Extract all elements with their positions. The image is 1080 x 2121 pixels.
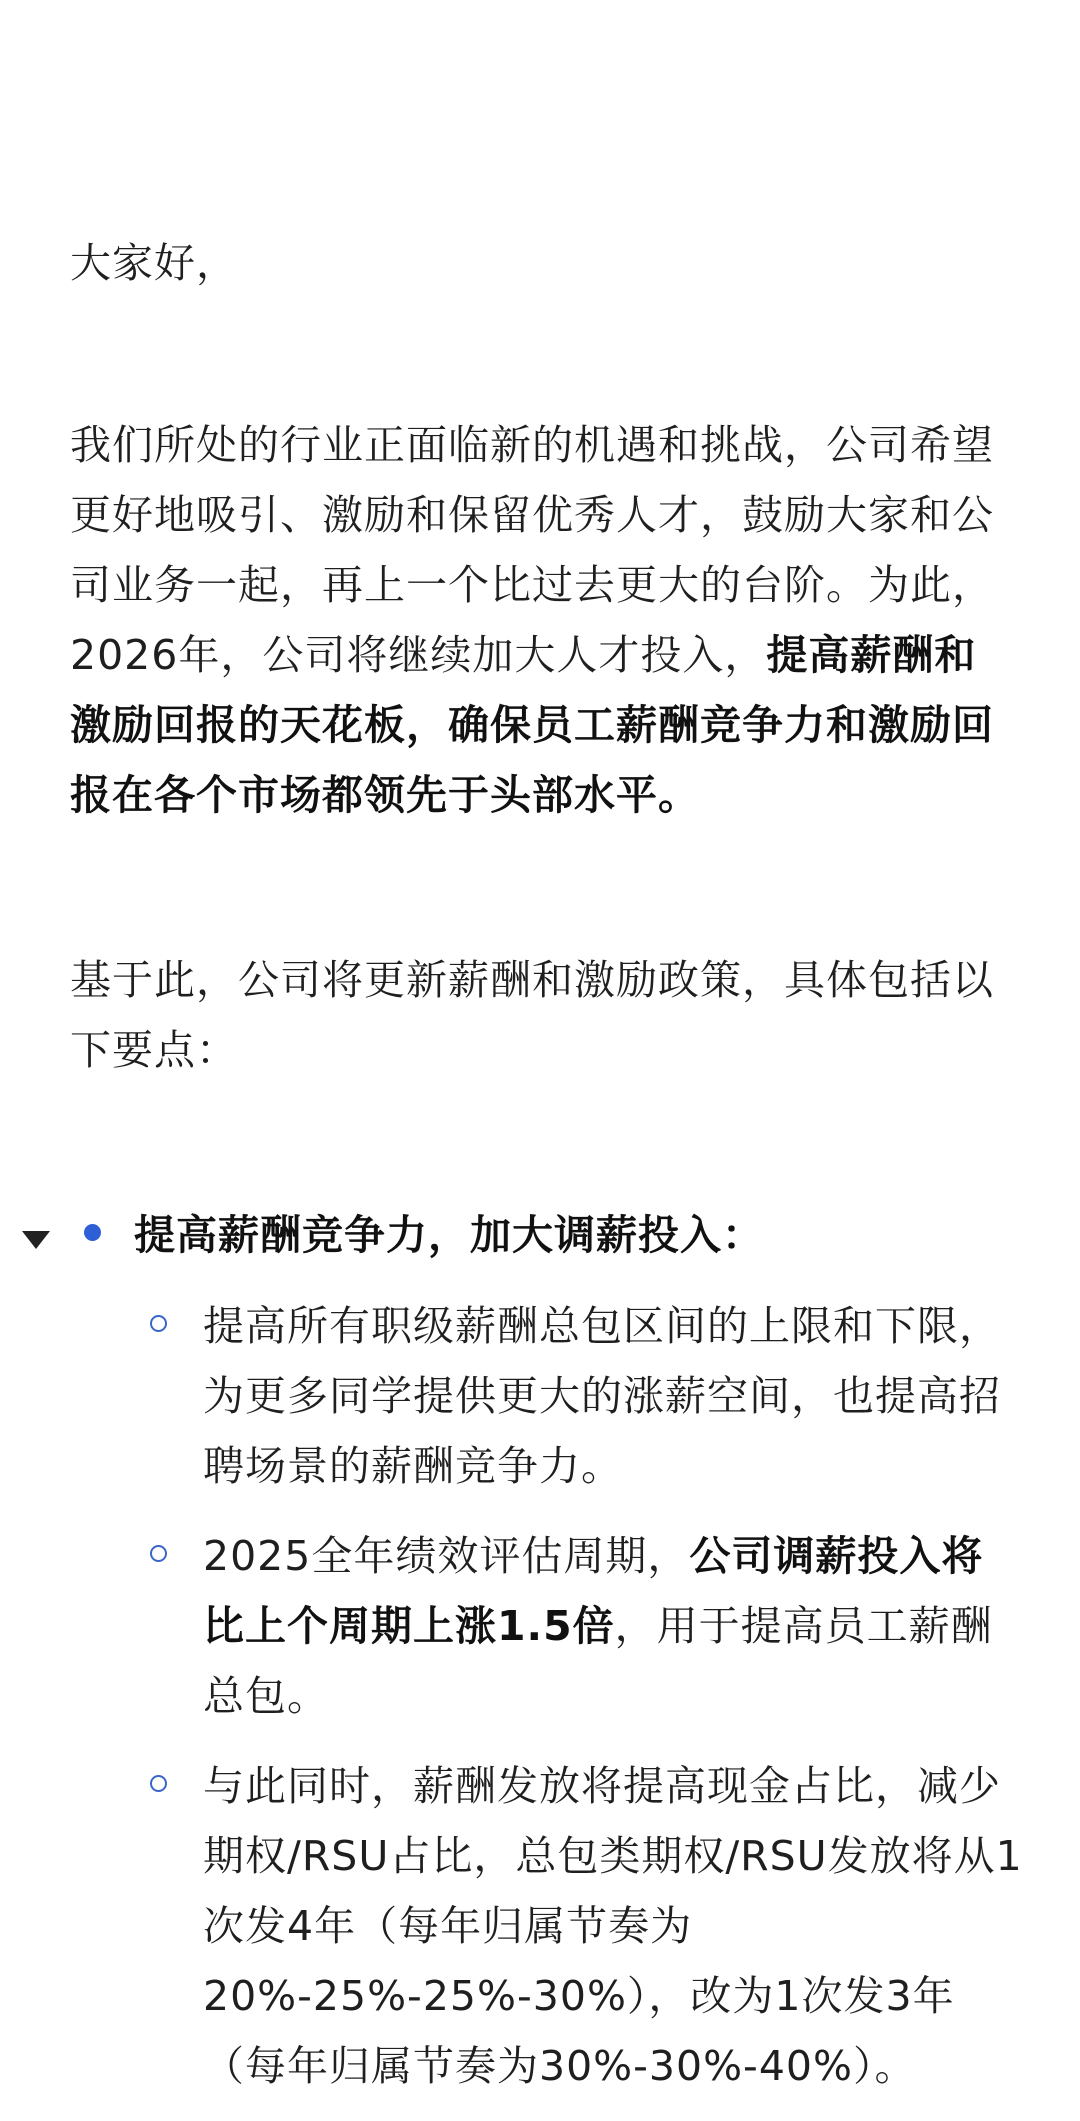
list-item	[0, 1291, 1080, 1501]
basis-paragraph: 基于此，公司将更新薪酬和激励政策，具体包括以下要点：	[70, 956, 994, 1074]
bullet-dot-icon	[84, 1224, 101, 1241]
list-item	[0, 1751, 1080, 2101]
collapse-arrow-icon[interactable]	[22, 1231, 50, 1249]
section-title: 提高薪酬竞争力，加大调薪投入：	[134, 1211, 764, 1259]
list-item-text	[203, 1521, 1023, 1731]
greeting-paragraph: 大家好，	[70, 239, 238, 287]
intro-text: 我们所处的行业正面临新的机遇和挑战，公司希望更好地吸引、激励和保留优秀人才，鼓励大家和公司业务一起，再上一个比过去更大的台阶。为此，2026年，公司将继续加大人才投入，	[70, 421, 994, 679]
ring-bullet-icon	[150, 1315, 167, 1332]
list-item-text: 与此同时，薪酬发放将提高现金占比，减少期权/RSU占比，总包类期权/RSU发放将从1次发4年（每年归属节奏为20%-25%-25%-30%），改为1次发3年（每年归属节奏为30%-30%-40%）。	[203, 1762, 1023, 2090]
ring-bullet-icon	[150, 1545, 167, 1562]
intro-paragraph	[70, 410, 1010, 830]
sub-list	[0, 1291, 1080, 2121]
item-text-before: 2025全年绩效评估周期，	[203, 1532, 690, 1580]
list-item-text: 提高所有职级薪酬总包区间的上限和下限，为更多同学提供更大的涨薪空间，也提高招聘场景的薪酬竞争力。	[203, 1302, 1001, 1490]
item-text-after: ，用于提高员工薪酬总包。	[203, 1602, 993, 1720]
item-bold-text: 公司调薪投入将比上个周期上涨1.5倍	[203, 1532, 984, 1650]
ring-bullet-icon	[150, 1775, 167, 1792]
list-item	[0, 1521, 1080, 1731]
intro-bold-text: 提高薪酬和激励回报的天花板，确保员工薪酬竞争力和激励回报在各个市场都领先于头部水平。	[70, 631, 994, 819]
